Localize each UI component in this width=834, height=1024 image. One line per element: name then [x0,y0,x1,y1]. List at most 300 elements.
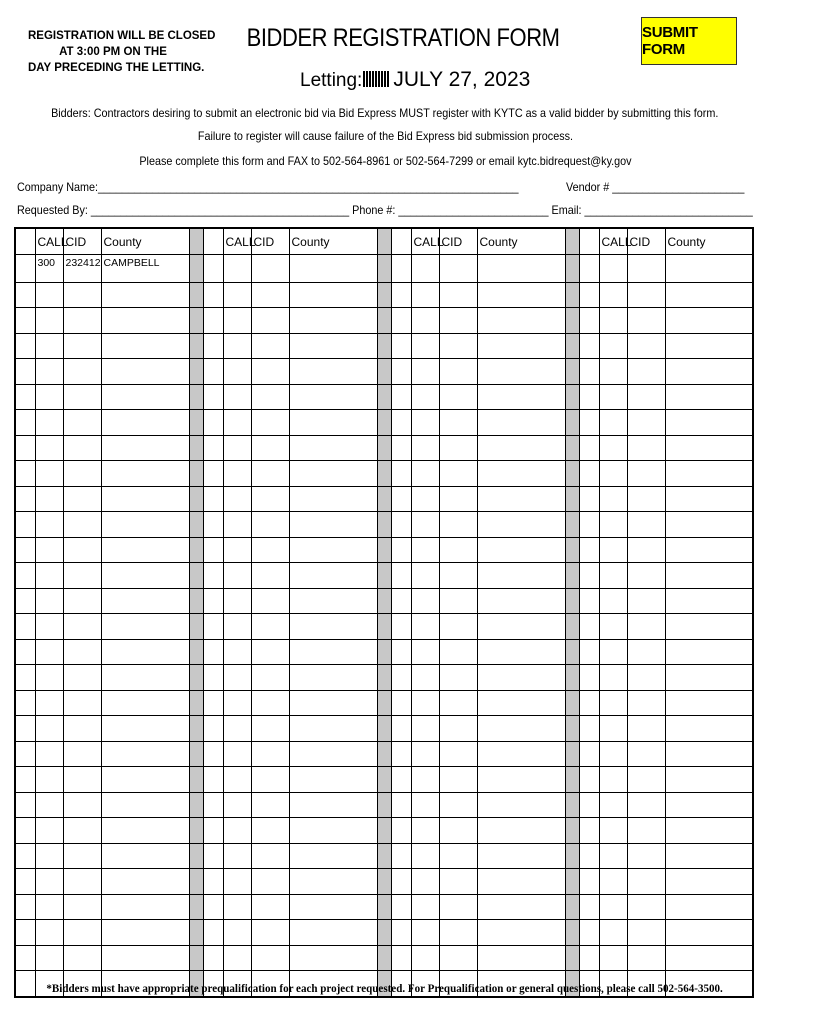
call-cell[interactable] [35,461,63,487]
call-cell[interactable] [223,767,251,793]
cid-cell[interactable] [439,792,477,818]
cid-cell[interactable] [439,614,477,640]
cid-cell[interactable] [251,690,289,716]
call-cell[interactable] [411,665,439,691]
cid-cell[interactable] [439,818,477,844]
county-cell[interactable] [477,869,565,895]
cid-cell[interactable] [439,767,477,793]
cid-cell[interactable] [63,563,101,589]
call-cell[interactable] [411,512,439,538]
cid-cell[interactable] [63,282,101,308]
county-cell[interactable] [289,255,377,283]
cid-cell[interactable] [439,945,477,971]
county-cell[interactable] [477,359,565,385]
call-cell[interactable] [35,614,63,640]
call-cell[interactable] [411,410,439,436]
call-cell[interactable] [599,537,627,563]
county-cell[interactable] [665,384,753,410]
call-cell[interactable] [35,665,63,691]
cid-cell[interactable] [63,920,101,946]
county-cell[interactable] [289,690,377,716]
cid-cell[interactable] [627,588,665,614]
call-cell[interactable] [223,384,251,410]
call-cell[interactable] [599,741,627,767]
call-cell[interactable] [411,945,439,971]
call-cell[interactable] [411,767,439,793]
cid-cell[interactable] [63,384,101,410]
county-cell[interactable] [477,255,565,283]
county-cell[interactable] [665,945,753,971]
call-cell[interactable] [35,308,63,334]
county-cell[interactable] [477,563,565,589]
county-cell[interactable] [477,537,565,563]
call-cell[interactable] [411,588,439,614]
call-cell[interactable] [599,894,627,920]
county-cell[interactable] [101,282,189,308]
call-cell[interactable] [223,537,251,563]
call-cell[interactable] [411,563,439,589]
county-cell[interactable] [477,588,565,614]
call-cell[interactable] [223,920,251,946]
county-cell[interactable] [289,384,377,410]
county-cell[interactable] [289,843,377,869]
call-cell[interactable] [223,792,251,818]
call-cell[interactable] [35,410,63,436]
call-cell[interactable] [35,741,63,767]
county-cell[interactable] [101,614,189,640]
cid-cell[interactable]: 232412 [63,255,101,283]
cid-cell[interactable] [63,512,101,538]
call-cell[interactable] [411,792,439,818]
call-cell[interactable] [599,359,627,385]
call-cell[interactable] [599,563,627,589]
cid-cell[interactable] [63,333,101,359]
county-cell[interactable] [477,410,565,436]
cid-cell[interactable] [251,716,289,742]
county-cell[interactable] [289,537,377,563]
county-cell[interactable] [477,308,565,334]
county-cell[interactable] [289,920,377,946]
county-cell[interactable] [101,537,189,563]
county-cell[interactable] [101,818,189,844]
cid-cell[interactable] [439,435,477,461]
cid-cell[interactable] [63,894,101,920]
call-cell[interactable] [223,588,251,614]
company-name-field[interactable]: Company Name:______________________________________________________________________ [17,180,519,194]
county-cell[interactable] [101,588,189,614]
cid-cell[interactable] [627,843,665,869]
county-cell[interactable] [101,665,189,691]
call-cell[interactable] [223,333,251,359]
county-cell[interactable] [665,255,753,283]
cid-cell[interactable] [251,512,289,538]
call-cell[interactable] [223,843,251,869]
county-cell[interactable] [665,716,753,742]
call-cell[interactable] [35,843,63,869]
call-cell[interactable] [223,741,251,767]
county-cell[interactable] [289,435,377,461]
county-cell[interactable] [665,869,753,895]
cid-cell[interactable] [251,767,289,793]
cid-cell[interactable] [627,716,665,742]
cid-cell[interactable] [627,741,665,767]
call-cell[interactable] [599,384,627,410]
call-cell[interactable] [35,792,63,818]
county-cell[interactable] [289,716,377,742]
call-cell[interactable] [411,255,439,283]
call-cell[interactable] [223,614,251,640]
county-cell[interactable] [477,639,565,665]
cid-cell[interactable] [63,486,101,512]
call-cell[interactable] [223,486,251,512]
county-cell[interactable] [289,588,377,614]
cid-cell[interactable] [627,333,665,359]
county-cell[interactable] [289,818,377,844]
call-cell[interactable] [411,843,439,869]
county-cell[interactable] [665,894,753,920]
call-cell[interactable] [223,945,251,971]
call-cell[interactable] [223,435,251,461]
county-cell[interactable] [477,767,565,793]
county-cell[interactable] [477,843,565,869]
cid-cell[interactable] [251,894,289,920]
cid-cell[interactable] [63,818,101,844]
county-cell[interactable] [665,461,753,487]
call-cell[interactable] [411,486,439,512]
cid-cell[interactable] [627,537,665,563]
cid-cell[interactable] [63,843,101,869]
cid-cell[interactable] [627,639,665,665]
cid-cell[interactable] [439,920,477,946]
cid-cell[interactable] [627,920,665,946]
call-cell[interactable] [411,869,439,895]
cid-cell[interactable] [251,308,289,334]
call-cell[interactable] [35,435,63,461]
cid-cell[interactable] [439,384,477,410]
county-cell[interactable] [665,767,753,793]
call-cell[interactable] [411,384,439,410]
county-cell[interactable] [665,843,753,869]
cid-cell[interactable] [439,690,477,716]
county-cell[interactable] [289,410,377,436]
call-cell[interactable] [35,486,63,512]
cid-cell[interactable] [251,461,289,487]
county-cell[interactable] [477,792,565,818]
county-cell[interactable] [101,894,189,920]
cid-cell[interactable] [63,359,101,385]
county-cell[interactable] [477,741,565,767]
county-cell[interactable] [289,282,377,308]
call-cell[interactable] [411,894,439,920]
cid-cell[interactable] [251,486,289,512]
call-cell[interactable] [223,665,251,691]
cid-cell[interactable] [63,410,101,436]
call-cell[interactable] [35,537,63,563]
county-cell[interactable] [477,486,565,512]
call-cell[interactable] [599,665,627,691]
cid-cell[interactable] [627,665,665,691]
county-cell[interactable] [477,512,565,538]
county-cell[interactable] [289,512,377,538]
county-cell[interactable] [477,333,565,359]
cid-cell[interactable] [63,435,101,461]
call-cell[interactable] [223,512,251,538]
county-cell[interactable] [101,308,189,334]
call-cell[interactable] [599,767,627,793]
cid-cell[interactable] [627,945,665,971]
cid-cell[interactable] [251,563,289,589]
county-cell[interactable] [101,741,189,767]
cid-cell[interactable] [439,537,477,563]
county-cell[interactable]: CAMPBELL [101,255,189,283]
call-cell[interactable] [223,359,251,385]
cid-cell[interactable] [627,282,665,308]
county-cell[interactable] [101,333,189,359]
call-cell[interactable] [35,639,63,665]
cid-cell[interactable] [251,359,289,385]
county-cell[interactable] [665,690,753,716]
cid-cell[interactable] [251,282,289,308]
call-cell[interactable] [35,563,63,589]
call-cell[interactable] [223,869,251,895]
county-cell[interactable] [665,486,753,512]
cid-cell[interactable] [627,512,665,538]
call-cell[interactable] [223,461,251,487]
county-cell[interactable] [101,767,189,793]
requested-by-phone-email-fields[interactable]: Requested By: ___________________________________________ Phone #: _________________________ Email: ____________________________ [17,203,753,217]
cid-cell[interactable] [251,741,289,767]
cid-cell[interactable] [63,945,101,971]
cid-cell[interactable] [251,639,289,665]
cid-cell[interactable] [627,435,665,461]
call-cell[interactable] [35,818,63,844]
county-cell[interactable] [665,563,753,589]
call-cell[interactable] [411,333,439,359]
county-cell[interactable] [665,588,753,614]
call-cell[interactable] [223,818,251,844]
call-cell[interactable] [599,869,627,895]
call-cell[interactable] [223,282,251,308]
county-cell[interactable] [289,614,377,640]
cid-cell[interactable] [627,359,665,385]
cid-cell[interactable] [439,563,477,589]
cid-cell[interactable] [439,255,477,283]
county-cell[interactable] [477,716,565,742]
county-cell[interactable] [101,512,189,538]
call-cell[interactable] [35,588,63,614]
county-cell[interactable] [477,818,565,844]
county-cell[interactable] [665,435,753,461]
call-cell[interactable] [599,486,627,512]
county-cell[interactable] [665,639,753,665]
cid-cell[interactable] [251,665,289,691]
county-cell[interactable] [101,869,189,895]
cid-cell[interactable] [251,843,289,869]
cid-cell[interactable] [627,792,665,818]
call-cell[interactable] [223,255,251,283]
call-cell[interactable] [35,690,63,716]
call-cell[interactable] [35,282,63,308]
cid-cell[interactable] [63,614,101,640]
county-cell[interactable] [477,461,565,487]
call-cell[interactable] [411,716,439,742]
county-cell[interactable] [477,282,565,308]
county-cell[interactable] [477,614,565,640]
call-cell[interactable] [599,333,627,359]
call-cell[interactable] [411,435,439,461]
county-cell[interactable] [101,716,189,742]
county-cell[interactable] [101,639,189,665]
county-cell[interactable] [289,792,377,818]
county-cell[interactable] [665,537,753,563]
call-cell[interactable] [35,716,63,742]
cid-cell[interactable] [251,384,289,410]
county-cell[interactable] [665,818,753,844]
call-cell[interactable] [223,894,251,920]
cid-cell[interactable] [439,461,477,487]
county-cell[interactable] [101,410,189,436]
vendor-number-field[interactable]: Vendor # ______________________ [566,180,745,194]
call-cell[interactable] [599,639,627,665]
county-cell[interactable] [289,333,377,359]
cid-cell[interactable] [627,894,665,920]
cid-cell[interactable] [251,588,289,614]
cid-cell[interactable] [627,410,665,436]
county-cell[interactable] [101,435,189,461]
call-cell[interactable] [411,741,439,767]
county-cell[interactable] [101,384,189,410]
call-cell[interactable] [223,639,251,665]
cid-cell[interactable] [251,945,289,971]
call-cell[interactable] [35,767,63,793]
county-cell[interactable] [477,384,565,410]
county-cell[interactable] [665,308,753,334]
county-cell[interactable] [665,333,753,359]
cid-cell[interactable] [251,435,289,461]
county-cell[interactable] [665,282,753,308]
cid-cell[interactable] [439,665,477,691]
cid-cell[interactable] [627,690,665,716]
call-cell[interactable] [35,869,63,895]
county-cell[interactable] [665,512,753,538]
cid-cell[interactable] [63,741,101,767]
county-cell[interactable] [101,359,189,385]
cid-cell[interactable] [63,308,101,334]
cid-cell[interactable] [439,639,477,665]
call-cell[interactable] [599,282,627,308]
cid-cell[interactable] [251,410,289,436]
call-cell[interactable] [223,410,251,436]
county-cell[interactable] [477,435,565,461]
call-cell[interactable] [223,716,251,742]
cid-cell[interactable] [439,333,477,359]
cid-cell[interactable] [63,690,101,716]
county-cell[interactable] [289,869,377,895]
call-cell[interactable] [35,945,63,971]
county-cell[interactable] [477,945,565,971]
cid-cell[interactable] [627,486,665,512]
cid-cell[interactable] [439,410,477,436]
county-cell[interactable] [477,690,565,716]
cid-cell[interactable] [251,537,289,563]
call-cell[interactable] [411,359,439,385]
call-cell[interactable] [223,563,251,589]
county-cell[interactable] [101,563,189,589]
call-cell[interactable] [411,639,439,665]
cid-cell[interactable] [251,255,289,283]
call-cell[interactable] [223,690,251,716]
cid-cell[interactable] [439,512,477,538]
county-cell[interactable] [665,665,753,691]
cid-cell[interactable] [63,716,101,742]
call-cell[interactable] [411,818,439,844]
call-cell[interactable] [599,614,627,640]
call-cell[interactable] [35,333,63,359]
call-cell[interactable] [599,308,627,334]
call-cell[interactable] [35,512,63,538]
county-cell[interactable] [101,461,189,487]
call-cell[interactable] [411,308,439,334]
county-cell[interactable] [665,792,753,818]
call-cell[interactable] [599,255,627,283]
cid-cell[interactable] [251,818,289,844]
cid-cell[interactable] [627,563,665,589]
cid-cell[interactable] [251,792,289,818]
cid-cell[interactable] [63,588,101,614]
county-cell[interactable] [101,486,189,512]
county-cell[interactable] [289,894,377,920]
county-cell[interactable] [289,486,377,512]
county-cell[interactable] [477,894,565,920]
call-cell[interactable] [599,512,627,538]
call-cell[interactable] [35,894,63,920]
cid-cell[interactable] [627,818,665,844]
county-cell[interactable] [101,843,189,869]
county-cell[interactable] [665,920,753,946]
county-cell[interactable] [665,614,753,640]
cid-cell[interactable] [439,894,477,920]
submit-form-button[interactable]: SUBMIT FORM [641,17,737,65]
county-cell[interactable] [101,945,189,971]
cid-cell[interactable] [439,308,477,334]
call-cell[interactable] [411,690,439,716]
county-cell[interactable] [101,920,189,946]
call-cell[interactable] [599,818,627,844]
cid-cell[interactable] [439,843,477,869]
call-cell[interactable] [411,537,439,563]
cid-cell[interactable] [627,461,665,487]
county-cell[interactable] [289,945,377,971]
cid-cell[interactable] [439,486,477,512]
call-cell[interactable]: 300 [35,255,63,283]
cid-cell[interactable] [63,639,101,665]
call-cell[interactable] [599,588,627,614]
cid-cell[interactable] [251,869,289,895]
cid-cell[interactable] [439,282,477,308]
call-cell[interactable] [599,716,627,742]
call-cell[interactable] [599,410,627,436]
cid-cell[interactable] [439,359,477,385]
call-cell[interactable] [599,792,627,818]
call-cell[interactable] [223,308,251,334]
cid-cell[interactable] [63,792,101,818]
cid-cell[interactable] [63,767,101,793]
cid-cell[interactable] [251,614,289,640]
county-cell[interactable] [101,792,189,818]
cid-cell[interactable] [439,716,477,742]
call-cell[interactable] [411,282,439,308]
county-cell[interactable] [477,665,565,691]
